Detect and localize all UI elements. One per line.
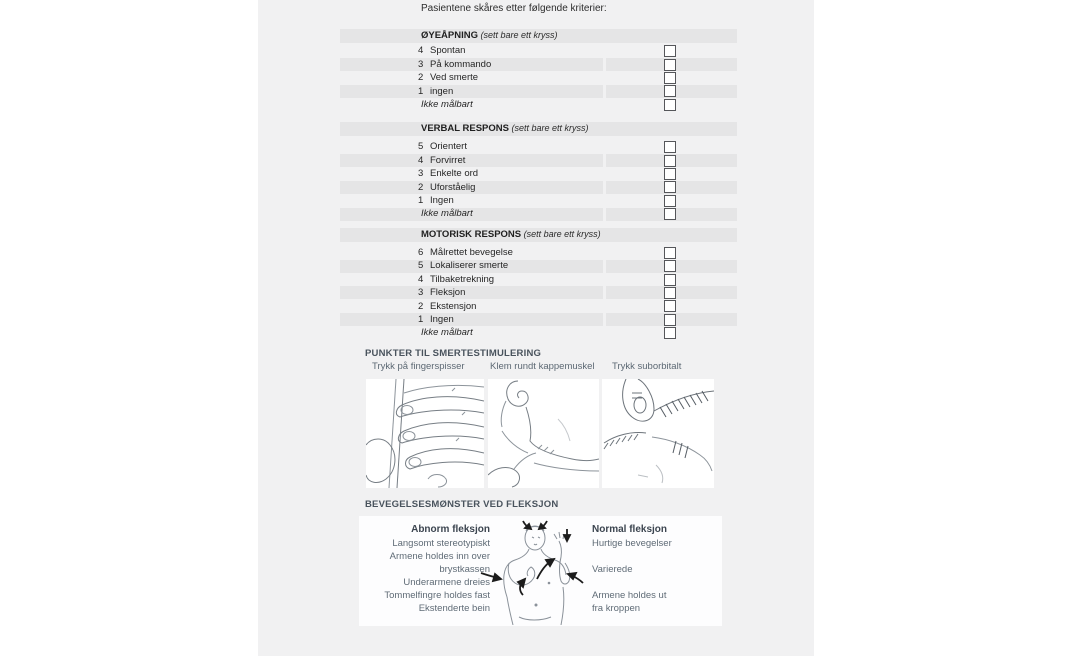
row-label: Forvirret xyxy=(430,154,466,166)
row-stripe xyxy=(340,313,603,326)
row-label: Enkelte ord xyxy=(430,168,479,180)
row-label: Målrettet bevegelse xyxy=(430,247,513,258)
row-label: På kommando xyxy=(430,58,492,70)
section-title: ØYEÅPNING xyxy=(421,30,479,41)
checkbox[interactable] xyxy=(664,274,676,286)
normal-flexion-lines xyxy=(592,537,717,615)
row-label: Fleksjon xyxy=(430,287,466,299)
text-line: Hurtige bevegelser xyxy=(592,538,672,549)
checkbox[interactable] xyxy=(664,195,676,207)
text-line xyxy=(592,550,717,563)
row-score: 3 xyxy=(418,58,424,70)
text-line: brystkassen xyxy=(439,564,490,575)
checkbox[interactable] xyxy=(664,99,676,111)
row-score: 1 xyxy=(418,314,424,325)
pain-caption-trapezius: Klem rundt kappemuskel xyxy=(490,361,595,372)
checkbox[interactable] xyxy=(664,85,676,97)
score-row xyxy=(258,58,814,71)
checkbox[interactable] xyxy=(664,141,676,153)
row-label: Tilbaketrekning xyxy=(430,273,495,285)
score-row xyxy=(258,273,814,286)
trapezius-squeeze-sketch-icon xyxy=(488,379,599,488)
section-subtitle: (sett bare ett kryss) xyxy=(508,123,589,133)
normal-flexion-column xyxy=(592,523,717,615)
checkbox[interactable] xyxy=(664,155,676,167)
row-score: 1 xyxy=(418,85,424,97)
row-label: Ikke målbart xyxy=(421,98,473,110)
text-line: Tommelfingre holdes fast xyxy=(384,590,490,601)
score-row xyxy=(258,246,814,259)
row-label: Ved smerte xyxy=(430,72,479,84)
section-header xyxy=(340,122,737,136)
row-label: Lokaliserer smerte xyxy=(430,260,509,272)
score-row xyxy=(258,286,814,299)
score-row xyxy=(258,326,814,339)
row-label: Ingen xyxy=(430,194,454,206)
row-label: Ekstensjon xyxy=(430,300,477,312)
text-line: Armene holdes inn over xyxy=(389,551,490,562)
text-line: Armene holdes ut xyxy=(592,590,667,601)
row-score: 4 xyxy=(418,154,424,166)
row-score: 5 xyxy=(418,141,424,153)
abnormal-flexion-title: Abnorm fleksjon xyxy=(411,524,490,535)
row-stripe xyxy=(340,85,603,98)
row-stripe xyxy=(340,154,603,167)
section-title: MOTORISK RESPONS xyxy=(421,229,522,240)
checkbox[interactable] xyxy=(664,300,676,312)
row-score: 5 xyxy=(418,260,424,272)
normal-flexion-title: Normal fleksjon xyxy=(592,524,668,535)
row-label: Ikke målbart xyxy=(421,208,473,220)
score-row xyxy=(258,71,814,84)
abnormal-flexion-lines xyxy=(359,537,490,615)
text-line: Ekstenderte bein xyxy=(418,603,490,614)
text-line: fra kroppen xyxy=(592,603,641,614)
row-score: 6 xyxy=(418,247,424,258)
checkbox[interactable] xyxy=(664,59,676,71)
checkbox[interactable] xyxy=(664,72,676,84)
page-title: Pasientene skåres etter følgende kriterier: xyxy=(421,3,607,14)
checkbox[interactable] xyxy=(664,247,676,259)
score-row xyxy=(258,207,814,220)
checkbox[interactable] xyxy=(664,208,676,220)
checkbox[interactable] xyxy=(664,314,676,326)
fingertip-pressure-sketch-icon xyxy=(366,379,484,488)
score-row xyxy=(258,167,814,180)
score-row xyxy=(258,140,814,153)
flexion-pattern-title: BEVEGELSESMØNSTER VED FLEKSJON xyxy=(365,499,559,510)
checkbox[interactable] xyxy=(664,287,676,299)
score-row xyxy=(258,181,814,194)
pain-caption-fingertips: Trykk på fingerspisser xyxy=(372,361,465,372)
row-stripe xyxy=(340,286,603,299)
text-line: Varierede xyxy=(592,564,633,575)
row-label: Ingen xyxy=(430,314,454,325)
abnormal-flexion-column xyxy=(359,523,490,615)
section-subtitle: (sett bare ett kryss) xyxy=(478,30,558,40)
row-label: Ikke målbart xyxy=(421,327,473,339)
row-score: 4 xyxy=(418,45,424,57)
suborbital-pressure-sketch-icon xyxy=(602,379,714,488)
checkbox[interactable] xyxy=(664,327,676,339)
text-line: Underarmene dreies xyxy=(403,577,490,588)
score-row xyxy=(258,98,814,111)
row-label: Uforståelig xyxy=(430,181,476,193)
row-score: 4 xyxy=(418,273,424,285)
text-line: Langsomt stereotypiskt xyxy=(392,538,490,549)
flexion-posture-sketch-icon xyxy=(479,517,591,625)
row-label: ingen xyxy=(430,85,454,97)
score-row xyxy=(258,259,814,272)
section-title: VERBAL RESPONS xyxy=(421,123,509,134)
flexion-comparison-box xyxy=(359,516,722,626)
section-header xyxy=(340,29,737,43)
checkbox[interactable] xyxy=(664,181,676,193)
row-score: 2 xyxy=(418,300,424,312)
row-score: 2 xyxy=(418,72,424,84)
row-score: 2 xyxy=(418,181,424,193)
score-row xyxy=(258,300,814,313)
pain-stimulation-title: PUNKTER TIL SMERTESTIMULERING xyxy=(365,348,542,359)
document-page xyxy=(258,0,814,656)
section-subtitle: (sett bare ett kryss) xyxy=(521,229,601,239)
pain-caption-suborbital: Trykk suborbitalt xyxy=(612,361,682,372)
row-label: Spontan xyxy=(430,45,466,57)
text-line xyxy=(592,576,717,589)
score-row xyxy=(258,313,814,326)
checkbox[interactable] xyxy=(664,168,676,180)
score-row xyxy=(258,154,814,167)
score-row xyxy=(258,194,814,207)
row-score: 3 xyxy=(418,287,424,299)
row-label: Orientert xyxy=(430,141,467,153)
row-score: 3 xyxy=(418,168,424,180)
checkbox[interactable] xyxy=(664,260,676,272)
row-score: 1 xyxy=(418,194,424,206)
section-header xyxy=(340,228,737,242)
checkbox[interactable] xyxy=(664,45,676,57)
score-row xyxy=(258,85,814,98)
score-row xyxy=(258,44,814,57)
